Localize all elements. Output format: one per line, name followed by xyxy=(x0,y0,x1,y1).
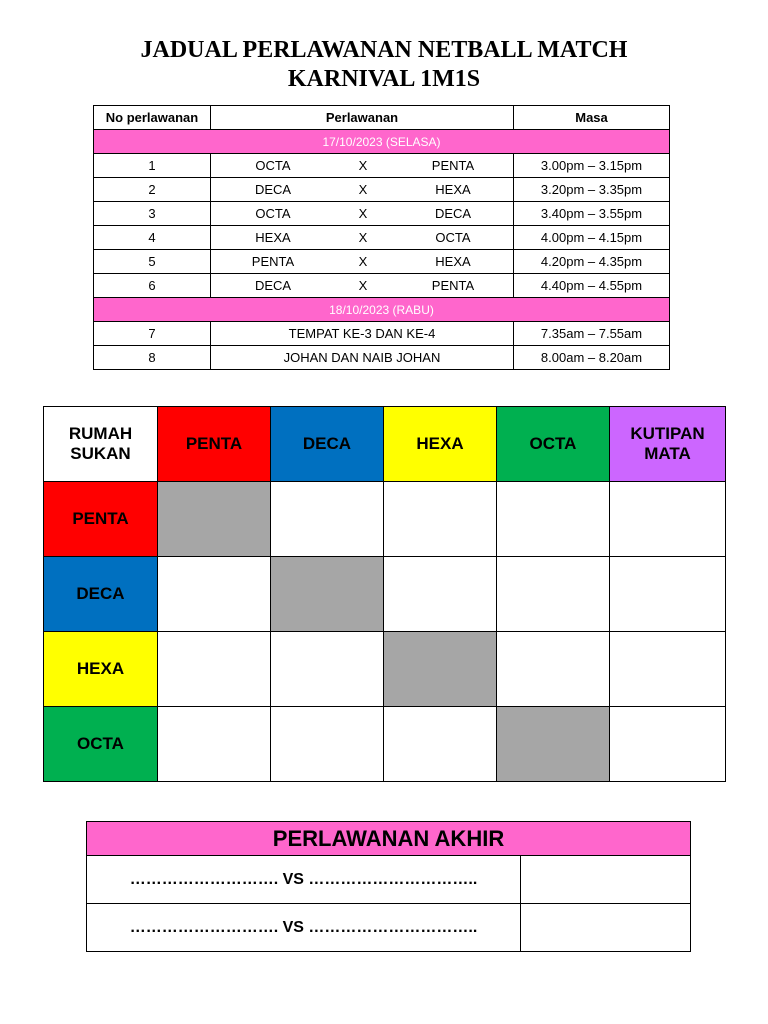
final-fixture: ………………………. VS ………………………….. xyxy=(87,904,521,952)
page-title: JADUAL PERLAWANAN NETBALL MATCH xyxy=(140,37,628,63)
match-row xyxy=(94,154,670,178)
match-row xyxy=(94,274,670,298)
match-row xyxy=(94,178,670,202)
team-b: DECA xyxy=(434,206,472,221)
match-time: 3.40pm – 3.55pm xyxy=(514,202,670,226)
match-row xyxy=(94,322,670,346)
points-grid xyxy=(43,406,726,782)
match-label: TEMPAT KE-3 DAN KE-4 xyxy=(211,322,514,346)
kutipan-line1: KUTIPAN xyxy=(630,424,705,443)
day-label: 17/10/2023 (SELASA) xyxy=(94,130,670,154)
team-a: DECA xyxy=(254,278,292,293)
team-a: HEXA xyxy=(255,230,291,245)
match-no: 8 xyxy=(94,346,211,370)
match-teams xyxy=(211,154,514,178)
corner-line2: SUKAN xyxy=(70,444,131,463)
col-header-hexa: HEXA xyxy=(384,407,497,482)
match-time: 4.40pm – 4.55pm xyxy=(514,274,670,298)
page-subtitle: KARNIVAL 1M1S xyxy=(287,66,481,92)
grid-cell-diagonal xyxy=(271,557,384,632)
grid-cell[interactable] xyxy=(497,557,610,632)
col-header-octa: OCTA xyxy=(497,407,610,482)
day-label: 18/10/2023 (RABU) xyxy=(94,298,670,322)
header-no: No perlawanan xyxy=(94,106,211,130)
match-time: 4.20pm – 4.35pm xyxy=(514,250,670,274)
match-time: 7.35am – 7.55am xyxy=(514,322,670,346)
grid-cell[interactable] xyxy=(497,632,610,707)
final-title: PERLAWANAN AKHIR xyxy=(87,822,691,856)
row-header-hexa: HEXA xyxy=(44,632,158,707)
grid-cell-points[interactable] xyxy=(610,707,726,782)
corner-line1: RUMAH xyxy=(68,424,133,443)
grid-cell-diagonal xyxy=(384,632,497,707)
col-header-deca: DECA xyxy=(271,407,384,482)
grid-cell[interactable] xyxy=(158,707,271,782)
grid-row-deca xyxy=(44,557,726,632)
team-b: HEXA xyxy=(435,182,471,197)
header-match: Perlawanan xyxy=(211,106,514,130)
final-match-table xyxy=(86,821,691,952)
team-b: PENTA xyxy=(431,158,475,173)
grid-cell[interactable] xyxy=(271,482,384,557)
day-row xyxy=(94,130,670,154)
vs-mark: X xyxy=(358,254,368,269)
grid-corner-label xyxy=(44,407,158,482)
grid-cell[interactable] xyxy=(497,482,610,557)
grid-cell-diagonal xyxy=(158,482,271,557)
final-fixture: ………………………. VS ………………………….. xyxy=(87,856,521,904)
row-header-penta: PENTA xyxy=(44,482,158,557)
grid-cell[interactable] xyxy=(271,707,384,782)
vs-mark: X xyxy=(358,230,368,245)
grid-row-hexa xyxy=(44,632,726,707)
match-no: 3 xyxy=(94,202,211,226)
grid-cell-diagonal xyxy=(497,707,610,782)
final-result-cell[interactable] xyxy=(521,856,691,904)
match-row xyxy=(94,226,670,250)
col-header-penta: PENTA xyxy=(158,407,271,482)
team-a: OCTA xyxy=(255,206,291,221)
header-time: Masa xyxy=(514,106,670,130)
grid-cell-points[interactable] xyxy=(610,482,726,557)
match-teams xyxy=(211,226,514,250)
day-row xyxy=(94,298,670,322)
match-time: 3.20pm – 3.35pm xyxy=(514,178,670,202)
match-time: 8.00am – 8.20am xyxy=(514,346,670,370)
final-row xyxy=(87,904,691,952)
grid-cell[interactable] xyxy=(384,707,497,782)
team-a: OCTA xyxy=(255,158,291,173)
grid-cell-points[interactable] xyxy=(610,557,726,632)
row-header-deca: DECA xyxy=(44,557,158,632)
final-row xyxy=(87,856,691,904)
match-teams xyxy=(211,178,514,202)
match-row xyxy=(94,202,670,226)
grid-cell[interactable] xyxy=(271,632,384,707)
vs-mark: X xyxy=(358,278,368,293)
vs-mark: X xyxy=(358,158,368,173)
row-header-octa: OCTA xyxy=(44,707,158,782)
grid-row-penta xyxy=(44,482,726,557)
team-a: PENTA xyxy=(251,254,295,269)
match-label: JOHAN DAN NAIB JOHAN xyxy=(211,346,514,370)
final-header-row xyxy=(87,822,691,856)
match-row xyxy=(94,250,670,274)
grid-cell[interactable] xyxy=(384,482,497,557)
match-no: 2 xyxy=(94,178,211,202)
vs-mark: X xyxy=(358,182,368,197)
match-teams xyxy=(211,250,514,274)
schedule-header-row xyxy=(94,106,670,130)
match-teams xyxy=(211,202,514,226)
match-time: 4.00pm – 4.15pm xyxy=(514,226,670,250)
grid-header-row xyxy=(44,407,726,482)
match-row xyxy=(94,346,670,370)
match-no: 7 xyxy=(94,322,211,346)
schedule-table xyxy=(93,105,670,370)
match-time: 3.00pm – 3.15pm xyxy=(514,154,670,178)
grid-cell-points[interactable] xyxy=(610,632,726,707)
final-result-cell[interactable] xyxy=(521,904,691,952)
match-no: 5 xyxy=(94,250,211,274)
team-a: DECA xyxy=(254,182,292,197)
grid-cell[interactable] xyxy=(158,632,271,707)
grid-cell[interactable] xyxy=(384,557,497,632)
match-no: 4 xyxy=(94,226,211,250)
team-b: PENTA xyxy=(431,278,475,293)
team-b: OCTA xyxy=(435,230,471,245)
kutipan-line2: MATA xyxy=(644,444,691,463)
team-b: HEXA xyxy=(435,254,471,269)
col-header-kutipan-mata xyxy=(610,407,726,482)
grid-cell[interactable] xyxy=(158,557,271,632)
grid-row-octa xyxy=(44,707,726,782)
vs-mark: X xyxy=(358,206,368,221)
match-teams xyxy=(211,274,514,298)
match-no: 6 xyxy=(94,274,211,298)
match-no: 1 xyxy=(94,154,211,178)
